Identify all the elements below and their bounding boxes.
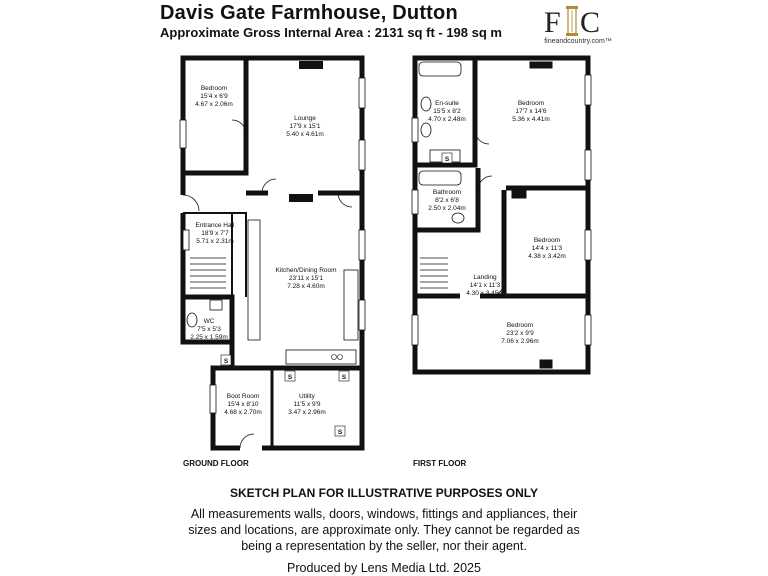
gf-room-1-line-1: 17'9 x 15'1 bbox=[289, 123, 321, 130]
gf-room-4-line-0: WC bbox=[203, 318, 215, 325]
gf-storage-label-1: S bbox=[287, 374, 293, 381]
gf-room-6-line-0: Utility bbox=[299, 393, 315, 400]
gf-boot-door bbox=[240, 434, 254, 448]
gf-room-6-line-1: 11'5 x 9'9 bbox=[293, 401, 321, 408]
gf-storage-label-2: S bbox=[341, 374, 347, 381]
ff-room-5-line-1: 23'2 x 9'9 bbox=[506, 330, 534, 337]
ff-room-2-line-2: 2.50 x 2.04m bbox=[428, 205, 466, 212]
ff-room-5-line-0: Bedroom bbox=[506, 322, 534, 329]
ff-room-4-line-0: Landing bbox=[473, 274, 497, 281]
ff-room-0-line-0: En-suite bbox=[435, 100, 459, 107]
gf-window-1 bbox=[180, 120, 186, 148]
ff-room-3-line-1: 14'4 x 11'3 bbox=[531, 245, 563, 252]
gf-room-0-line-0: Bedroom bbox=[200, 85, 228, 92]
area-subtitle: Approximate Gross Internal Area : 2131 sq ft - 198 sq m bbox=[160, 25, 502, 40]
gf-room-5-line-1: 15'4 x 8'10 bbox=[227, 401, 259, 408]
ff-room-0-line-1: 15'5 x 8'2 bbox=[433, 108, 461, 115]
gf-window-5 bbox=[359, 300, 365, 330]
logo-website[interactable]: fineandcountry.com™ bbox=[544, 38, 612, 45]
ff-storage-label-0: S bbox=[444, 156, 450, 163]
gf-room-3-line-0: Kitchen/Dining Room bbox=[275, 267, 337, 274]
gf-room-2-line-2: 5.71 x 2.31m bbox=[196, 238, 234, 245]
ff-room-0-line-2: 4.70 x 2.48m bbox=[428, 116, 466, 123]
gf-room-4-line-2: 2.25 x 1.59m bbox=[190, 334, 228, 341]
gf-wc-toilet bbox=[187, 313, 197, 327]
gf-bedroom-walls bbox=[183, 58, 246, 173]
gf-room-5-line-0: Boot Room bbox=[226, 393, 260, 400]
gf-window-3 bbox=[359, 140, 365, 170]
gf-room-0-line-1: 15'4 x 6'9 bbox=[200, 93, 228, 100]
gf-stairs bbox=[190, 258, 226, 288]
gf-kitchen-units-left bbox=[248, 220, 260, 340]
gf-storage-label-0: S bbox=[223, 358, 229, 365]
ff-room-1-line-0: Bedroom bbox=[517, 100, 545, 107]
ff-room-5-line-2: 7.06 x 2.96m bbox=[501, 338, 539, 345]
gf-room-5-line-2: 4.68 x 2.70m bbox=[224, 409, 262, 416]
ff-room-1-line-2: 5.36 x 4.41m bbox=[512, 116, 550, 123]
ff-bedroom1-walls bbox=[475, 58, 588, 188]
ff-room-2-line-1: 8'2 x 6'8 bbox=[435, 197, 459, 204]
gf-room-3-line-1: 23'11 x 15'1 bbox=[288, 275, 324, 282]
ff-room-1-line-1: 17'7 x 14'6 bbox=[515, 108, 547, 115]
first-floor-label: FIRST FLOOR bbox=[413, 459, 467, 468]
disclaimer-text: All measurements walls, doors, windows, fittings and appliances, their sizes and locations, are approximate only. They cannot be regarded as being a representation by the seller, nor their agent. bbox=[188, 507, 580, 553]
gf-wc-basin bbox=[210, 300, 222, 310]
gf-kitchen-units-bottom bbox=[286, 350, 356, 364]
gf-room-6-line-2: 3.47 x 2.96m bbox=[288, 409, 326, 416]
ff-stairs bbox=[420, 258, 448, 288]
gf-window-6 bbox=[210, 385, 216, 413]
gf-window-2 bbox=[359, 78, 365, 108]
ff-room-3-line-0: Bedroom bbox=[533, 237, 561, 244]
gf-room-1-line-2: 5.40 x 4.61m bbox=[286, 131, 324, 138]
gf-lounge-fireplace bbox=[300, 62, 322, 68]
ground-floor-label: GROUND FLOOR bbox=[183, 459, 249, 468]
gf-room-1-line-0: Lounge bbox=[294, 115, 316, 122]
ff-room-4-line-2: 4.30 x 3.45m bbox=[466, 290, 504, 297]
logo-letter-f: F bbox=[544, 6, 561, 39]
gf-kitchen-fireplace bbox=[290, 195, 312, 201]
gf-room-0-line-2: 4.67 x 2.06m bbox=[195, 101, 233, 108]
produced-by: Produced by Lens Media Ltd. 2025 bbox=[287, 561, 481, 575]
gf-room-3-line-2: 7.28 x 4.60m bbox=[287, 283, 325, 290]
gf-front-door bbox=[183, 195, 199, 211]
gf-room-2-line-1: 18'9 x 7'7 bbox=[201, 230, 229, 237]
gf-room-4-line-1: 7'5 x 5'3 bbox=[197, 326, 221, 333]
ff-ensuite-bath bbox=[419, 62, 461, 76]
ff-room-4-line-1: 14'1 x 11'3 bbox=[469, 282, 501, 289]
gf-window-7 bbox=[183, 230, 189, 250]
ff-room-2-line-0: Bathroom bbox=[432, 189, 462, 196]
ff-bathroom-bath bbox=[419, 171, 461, 185]
logo-letter-c: C bbox=[580, 6, 601, 39]
gf-window-4 bbox=[359, 230, 365, 260]
gf-room-2-line-0: Entrance Hall bbox=[195, 222, 235, 229]
ff-room-3-line-2: 4.38 x 3.42m bbox=[528, 253, 566, 260]
page-title: Davis Gate Farmhouse, Dutton bbox=[160, 2, 458, 24]
gf-kitchen-units-right bbox=[344, 270, 358, 340]
gf-storage-label-3: S bbox=[337, 429, 343, 436]
sketch-plan-note: SKETCH PLAN FOR ILLUSTRATIVE PURPOSES ONLY bbox=[229, 486, 539, 500]
